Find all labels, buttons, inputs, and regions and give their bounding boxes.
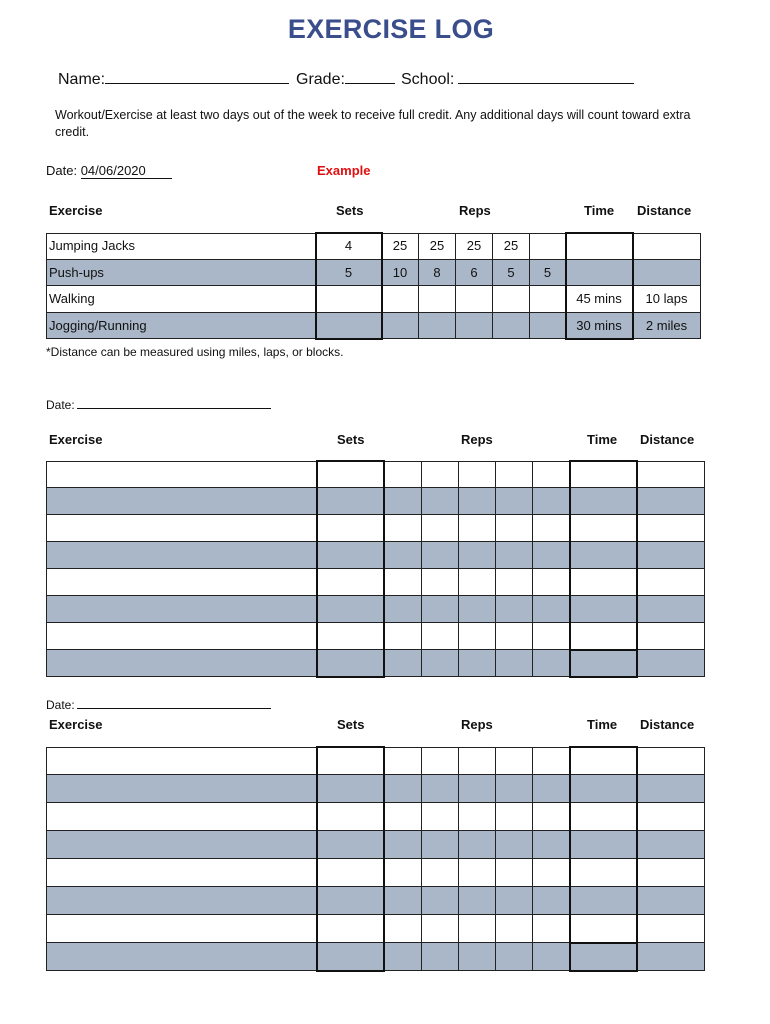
exercise-cell[interactable] xyxy=(46,542,317,569)
log1-col-distance: Distance xyxy=(640,432,695,447)
distance-cell[interactable] xyxy=(637,747,705,775)
name-field[interactable] xyxy=(58,68,289,89)
time-cell[interactable] xyxy=(570,831,637,859)
sets-cell[interactable] xyxy=(317,859,384,887)
sets-cell[interactable] xyxy=(317,623,384,650)
reps-cell: 25 xyxy=(456,233,493,260)
reps-cell[interactable] xyxy=(422,596,459,623)
sets-cell: 4 xyxy=(316,233,382,260)
reps-cell xyxy=(456,286,493,313)
sets-cell[interactable] xyxy=(317,596,384,623)
exercise-cell[interactable] xyxy=(46,461,317,488)
distance-cell[interactable] xyxy=(637,803,705,831)
distance-cell[interactable] xyxy=(637,461,705,488)
reps-cell[interactable] xyxy=(533,569,570,596)
reps-cell: 5 xyxy=(530,260,566,287)
reps-cell xyxy=(419,313,456,340)
reps-cell xyxy=(456,313,493,340)
sets-cell[interactable] xyxy=(317,803,384,831)
sets-cell[interactable] xyxy=(317,650,384,677)
time-cell[interactable] xyxy=(570,623,637,650)
school-field[interactable] xyxy=(401,68,634,89)
reps-cell[interactable] xyxy=(459,887,496,915)
distance-cell[interactable] xyxy=(637,859,705,887)
exercise-cell[interactable] xyxy=(46,569,317,596)
reps-cell[interactable] xyxy=(384,515,422,542)
distance-cell[interactable] xyxy=(637,943,705,971)
exercise-cell[interactable] xyxy=(46,650,317,677)
reps-cell[interactable] xyxy=(533,596,570,623)
reps-cell[interactable] xyxy=(384,488,422,515)
exercise-cell: Jumping Jacks xyxy=(46,233,316,260)
reps-cell[interactable] xyxy=(384,943,422,971)
reps-cell[interactable] xyxy=(422,650,459,677)
reps-cell[interactable] xyxy=(384,650,422,677)
sets-cell[interactable] xyxy=(317,943,384,971)
exercise-cell: Jogging/Running xyxy=(46,313,316,340)
example-date-value: 04/06/2020 xyxy=(81,163,172,179)
log1-col-exercise: Exercise xyxy=(49,432,103,447)
log2-date-label: Date: xyxy=(46,698,75,712)
distance-cell[interactable] xyxy=(637,915,705,943)
reps-cell[interactable] xyxy=(459,747,496,775)
distance-cell[interactable] xyxy=(637,775,705,803)
exercise-cell[interactable] xyxy=(46,859,317,887)
reps-cell[interactable] xyxy=(533,775,570,803)
distance-cell[interactable] xyxy=(637,515,705,542)
reps-cell[interactable] xyxy=(459,542,496,569)
log1-col-sets: Sets xyxy=(337,432,365,447)
sets-cell[interactable] xyxy=(317,915,384,943)
reps-cell xyxy=(382,286,419,313)
reps-cell: 8 xyxy=(419,260,456,287)
reps-cell[interactable] xyxy=(459,461,496,488)
reps-cell xyxy=(530,286,566,313)
reps-cell[interactable] xyxy=(533,488,570,515)
reps-cell[interactable] xyxy=(533,859,570,887)
sets-cell[interactable] xyxy=(317,747,384,775)
log2-date-blank[interactable] xyxy=(77,697,271,709)
reps-cell[interactable] xyxy=(459,831,496,859)
example-date xyxy=(46,163,172,178)
time-cell-divider xyxy=(570,649,637,651)
reps-cell[interactable] xyxy=(496,943,533,971)
reps-cell xyxy=(530,233,566,260)
log2-col-distance: Distance xyxy=(640,717,695,732)
reps-cell[interactable] xyxy=(459,650,496,677)
reps-cell[interactable] xyxy=(496,831,533,859)
reps-cell[interactable] xyxy=(422,803,459,831)
reps-cell[interactable] xyxy=(496,461,533,488)
time-cell[interactable] xyxy=(570,915,637,943)
reps-cell: 25 xyxy=(419,233,456,260)
reps-cell[interactable] xyxy=(422,542,459,569)
grade-blank[interactable] xyxy=(345,68,395,84)
reps-cell[interactable] xyxy=(459,775,496,803)
reps-cell[interactable] xyxy=(459,596,496,623)
exercise-cell[interactable] xyxy=(46,488,317,515)
distance-cell: 2 miles xyxy=(633,313,701,340)
example-tag: Example xyxy=(317,163,371,178)
distance-cell[interactable] xyxy=(637,488,705,515)
reps-cell[interactable] xyxy=(422,569,459,596)
reps-cell xyxy=(493,286,530,313)
reps-cell[interactable] xyxy=(496,915,533,943)
school-blank[interactable] xyxy=(458,68,634,84)
exercise-cell[interactable] xyxy=(46,623,317,650)
reps-cell[interactable] xyxy=(496,542,533,569)
log2-col-exercise: Exercise xyxy=(49,717,103,732)
sets-cell[interactable] xyxy=(317,887,384,915)
log1-date[interactable] xyxy=(46,397,271,412)
reps-cell[interactable] xyxy=(384,542,422,569)
reps-cell[interactable] xyxy=(533,915,570,943)
reps-cell[interactable] xyxy=(422,859,459,887)
reps-cell[interactable] xyxy=(384,915,422,943)
log2-col-sets: Sets xyxy=(337,717,365,732)
time-cell[interactable] xyxy=(570,775,637,803)
reps-cell[interactable] xyxy=(384,596,422,623)
time-cell[interactable] xyxy=(570,596,637,623)
reps-cell: 6 xyxy=(456,260,493,287)
distance-cell xyxy=(633,260,701,287)
reps-cell[interactable] xyxy=(422,515,459,542)
exercise-cell[interactable] xyxy=(46,775,317,803)
reps-cell: 5 xyxy=(493,260,530,287)
reps-cell[interactable] xyxy=(533,747,570,775)
col-time: Time xyxy=(584,203,615,218)
time-cell[interactable] xyxy=(570,515,637,542)
reps-cell[interactable] xyxy=(496,747,533,775)
log1-date-label: Date: xyxy=(46,398,75,412)
log2-col-time: Time xyxy=(587,717,618,732)
time-cell[interactable] xyxy=(570,943,637,971)
sets-cell[interactable] xyxy=(317,488,384,515)
sets-cell[interactable] xyxy=(317,515,384,542)
exercise-cell[interactable] xyxy=(46,831,317,859)
grade-field[interactable] xyxy=(296,68,395,89)
grade-label: Grade: xyxy=(296,71,345,88)
reps-cell[interactable] xyxy=(384,831,422,859)
reps-cell[interactable] xyxy=(533,887,570,915)
reps-cell[interactable] xyxy=(459,859,496,887)
reps-cell[interactable] xyxy=(496,859,533,887)
reps-cell[interactable] xyxy=(422,915,459,943)
col-sets: Sets xyxy=(336,203,364,218)
time-cell[interactable] xyxy=(570,887,637,915)
reps-cell[interactable] xyxy=(422,747,459,775)
distance-cell: 10 laps xyxy=(633,286,701,313)
reps-cell xyxy=(530,313,566,340)
reps-cell[interactable] xyxy=(422,623,459,650)
reps-cell[interactable] xyxy=(384,803,422,831)
reps-cell[interactable] xyxy=(533,542,570,569)
distance-cell[interactable] xyxy=(637,542,705,569)
reps-cell[interactable] xyxy=(496,623,533,650)
time-cell[interactable] xyxy=(570,461,637,488)
time-cell[interactable] xyxy=(570,650,637,677)
exercise-cell[interactable] xyxy=(46,887,317,915)
reps-cell xyxy=(493,313,530,340)
name-blank[interactable] xyxy=(105,68,289,84)
reps-cell xyxy=(419,286,456,313)
time-cell[interactable] xyxy=(570,859,637,887)
reps-cell[interactable] xyxy=(459,488,496,515)
log2-table xyxy=(46,747,705,971)
time-cell[interactable] xyxy=(570,488,637,515)
reps-cell[interactable] xyxy=(384,887,422,915)
exercise-cell[interactable] xyxy=(46,515,317,542)
example-date-label: Date: xyxy=(46,163,78,178)
log1-col-time: Time xyxy=(587,432,618,447)
exercise-cell[interactable] xyxy=(46,596,317,623)
log1-date-blank[interactable] xyxy=(77,397,271,409)
reps-cell[interactable] xyxy=(533,943,570,971)
reps-cell[interactable] xyxy=(533,650,570,677)
reps-cell[interactable] xyxy=(496,775,533,803)
distance-cell[interactable] xyxy=(637,650,705,677)
reps-cell[interactable] xyxy=(459,803,496,831)
page-title: EXERCISE LOG xyxy=(287,14,495,44)
reps-cell[interactable] xyxy=(496,488,533,515)
reps-cell[interactable] xyxy=(384,859,422,887)
reps-cell[interactable] xyxy=(533,461,570,488)
time-cell: 30 mins xyxy=(566,313,633,340)
reps-cell: 25 xyxy=(493,233,530,260)
reps-cell[interactable] xyxy=(496,887,533,915)
instructions: Workout/Exercise at least two days out of the week to receive full credit. Any additional days will count toward extra credit. xyxy=(55,108,691,139)
reps-cell[interactable] xyxy=(533,803,570,831)
school-label: School: xyxy=(401,71,455,88)
log2-col-reps: Reps xyxy=(461,717,493,732)
time-cell[interactable] xyxy=(570,542,637,569)
reps-cell[interactable] xyxy=(384,623,422,650)
time-cell[interactable] xyxy=(570,803,637,831)
reps-cell[interactable] xyxy=(384,461,422,488)
exercise-cell: Push-ups xyxy=(46,260,316,287)
sets-cell[interactable] xyxy=(317,775,384,803)
exercise-cell[interactable] xyxy=(46,915,317,943)
reps-cell[interactable] xyxy=(496,569,533,596)
distance-cell[interactable] xyxy=(637,831,705,859)
exercise-cell[interactable] xyxy=(46,803,317,831)
reps-cell: 10 xyxy=(382,260,419,287)
reps-cell[interactable] xyxy=(459,515,496,542)
col-distance: Distance xyxy=(637,203,692,218)
sets-cell[interactable] xyxy=(317,569,384,596)
sets-cell[interactable] xyxy=(317,542,384,569)
reps-cell[interactable] xyxy=(384,747,422,775)
log2-date[interactable] xyxy=(46,697,271,712)
example-table xyxy=(46,233,701,339)
reps-cell[interactable] xyxy=(422,831,459,859)
sets-cell xyxy=(316,286,382,313)
exercise-cell: Walking xyxy=(46,286,316,313)
reps-cell[interactable] xyxy=(459,569,496,596)
reps-cell[interactable] xyxy=(422,461,459,488)
col-exercise: Exercise xyxy=(49,203,103,218)
reps-cell xyxy=(382,313,419,340)
reps-cell[interactable] xyxy=(496,803,533,831)
time-cell xyxy=(566,260,633,287)
reps-cell[interactable] xyxy=(533,623,570,650)
distance-note: *Distance can be measured using miles, laps, or blocks. xyxy=(46,345,344,359)
exercise-cell[interactable] xyxy=(46,943,317,971)
reps-cell[interactable] xyxy=(422,943,459,971)
distance-cell[interactable] xyxy=(637,569,705,596)
sets-cell: 5 xyxy=(316,260,382,287)
distance-cell[interactable] xyxy=(637,887,705,915)
distance-cell[interactable] xyxy=(637,623,705,650)
reps-cell[interactable] xyxy=(384,569,422,596)
reps-cell[interactable] xyxy=(422,775,459,803)
reps-cell[interactable] xyxy=(496,596,533,623)
time-cell-divider xyxy=(570,942,637,944)
col-reps: Reps xyxy=(459,203,491,218)
distance-cell xyxy=(633,233,701,260)
reps-cell[interactable] xyxy=(459,943,496,971)
sets-cell xyxy=(316,313,382,340)
reps-cell[interactable] xyxy=(384,775,422,803)
sets-cell[interactable] xyxy=(317,831,384,859)
sets-cell[interactable] xyxy=(317,461,384,488)
reps-cell: 25 xyxy=(382,233,419,260)
time-cell[interactable] xyxy=(570,569,637,596)
exercise-cell[interactable] xyxy=(46,747,317,775)
name-label: Name: xyxy=(58,71,106,88)
reps-cell[interactable] xyxy=(496,515,533,542)
time-cell xyxy=(566,233,633,260)
time-cell[interactable] xyxy=(570,747,637,775)
log1-table xyxy=(46,461,705,677)
distance-cell[interactable] xyxy=(637,596,705,623)
reps-cell[interactable] xyxy=(422,488,459,515)
reps-cell[interactable] xyxy=(496,650,533,677)
reps-cell[interactable] xyxy=(459,623,496,650)
reps-cell[interactable] xyxy=(533,515,570,542)
log1-col-reps: Reps xyxy=(461,432,493,447)
reps-cell[interactable] xyxy=(422,887,459,915)
time-cell: 45 mins xyxy=(566,286,633,313)
reps-cell[interactable] xyxy=(459,915,496,943)
reps-cell[interactable] xyxy=(533,831,570,859)
